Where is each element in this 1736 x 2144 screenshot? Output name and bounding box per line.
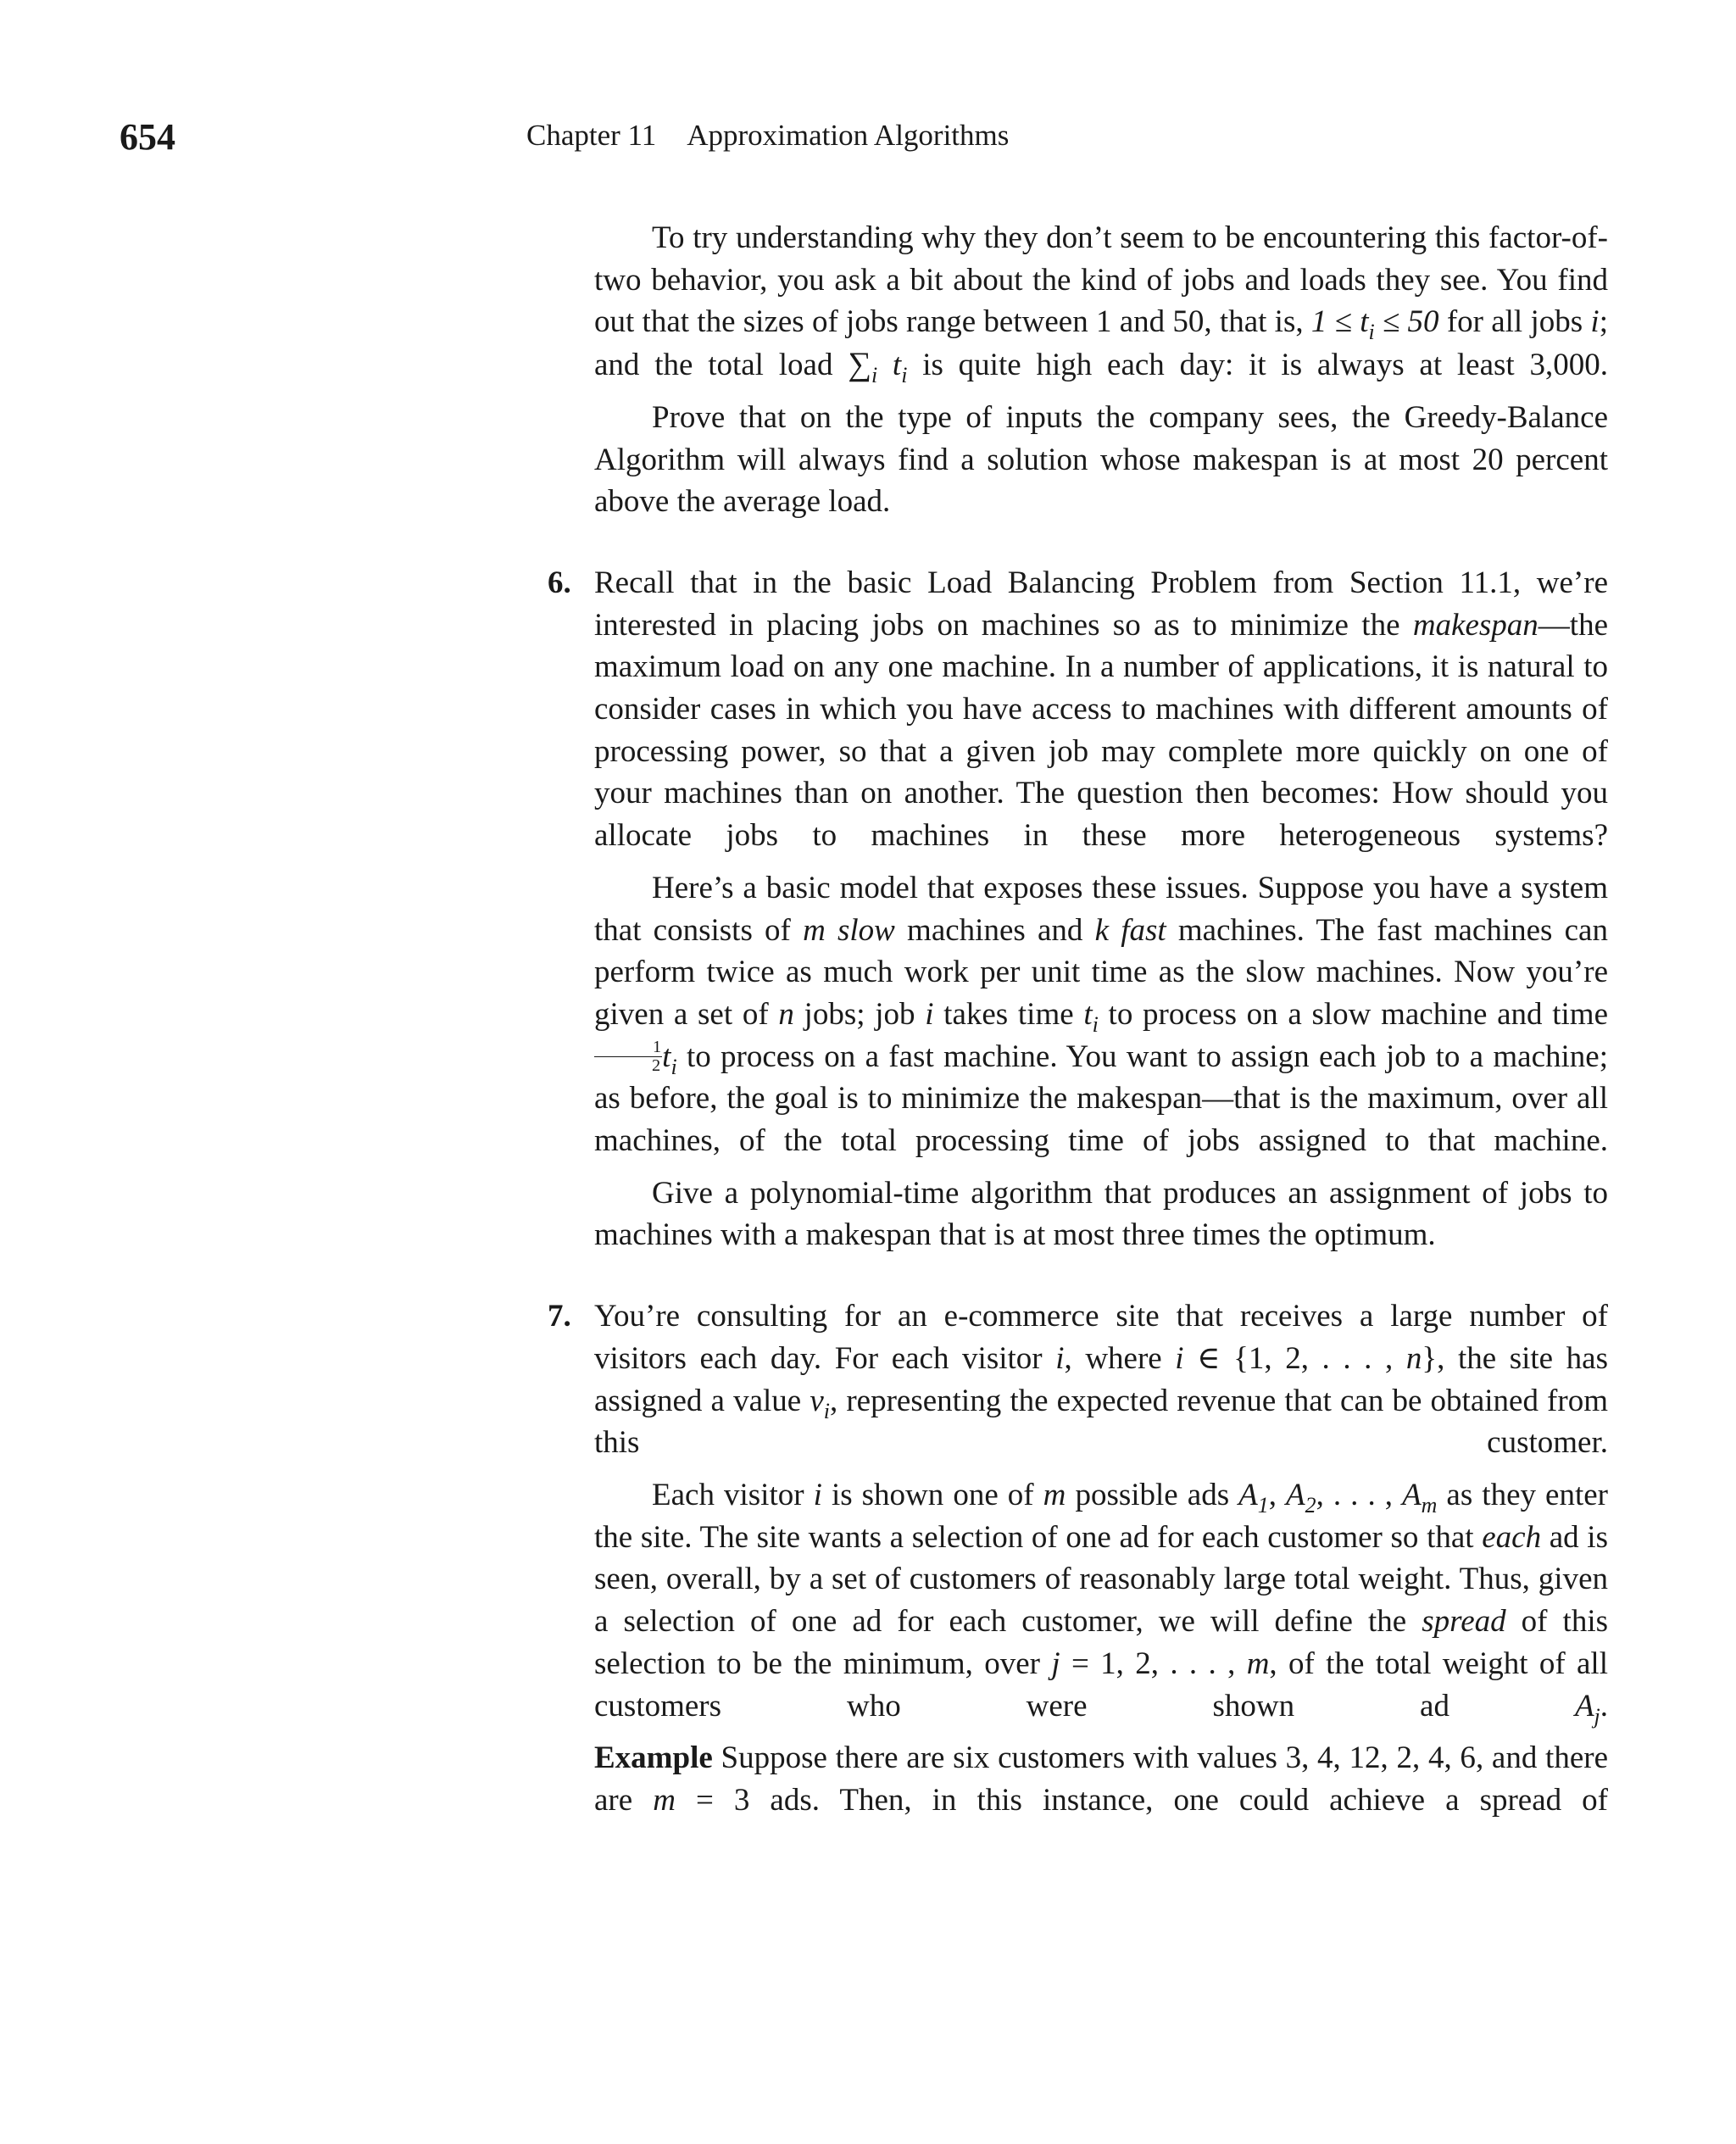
- problem-7: [548, 1295, 1609, 1821]
- problem-6-paragraph-1: Recall that in the basic Load Balancing Problem from Section 11.1, we’re interested in placing jobs on machines so as to minimize the makespan—the maximum load on any one machine. In a number of applications, it is natural to consider cases in which you have access to machines with different amounts of processing power, so that a given job may complete more quickly on one of your machines than on another. The question then becomes: How should you allocate jobs to machines in these more heterogeneous systems?: [594, 565, 1608, 854]
- problem-6-number: 6.: [548, 565, 571, 600]
- problem-6-paragraph-3: Give a polynomial-time algorithm that produces an assignment of jobs to machines with a makespan that is at most three times the optimum.: [594, 1175, 1608, 1253]
- chapter-title: Approximation Algorithms: [687, 119, 1010, 152]
- page-number: 654: [120, 116, 175, 158]
- chapter-label: Chapter 11: [526, 119, 657, 152]
- running-head: [526, 119, 1009, 153]
- problem-7-example: Example Suppose there are six customers with values 3, 4, 12, 2, 4, 6, and there are m = 3 ads. Then, in this instance, one could achieve a spread of: [594, 1740, 1608, 1818]
- problem-6-paragraph-2: Here’s a basic model that exposes these issues. Suppose you have a system that consists of m slow machines and k fast machines. The fast machines can perform twice as much work per unit time as the slow machines. Now you’re given a set of n jobs; job i takes time $t_i$ to process on a slow machine and time $\frac{1}{2}$ $t_i$ to process on a fast machine. You want to assign each job to a machine; as before, the goal is to minimize the makespan—that is the maximum, over all machines, of the total processing time of jobs assigned to that machine.: [594, 870, 1609, 1159]
- text-body: [548, 217, 1609, 1822]
- problem-7-paragraph-2: Each visitor i is shown one of m possible ads $A_1$, $A_2$, . . . , $A_m$ as they enter the site. The site wants a selection of one ad for each customer so that each ad is seen, overall, by a set of customers of reasonably large total weight. Thus, given a selection of one ad for each customer, we will define the spread of this selection to be the minimum, over j = 1, 2, . . . , m, of the total weight of all customers who were shown ad $A_j$.: [594, 1477, 1609, 1729]
- problem-6: [548, 562, 1609, 1256]
- intro-paragraph-2: Prove that on the type of inputs the company sees, the Greedy-Balance Algorithm will always find a solution whose makespan is at most 20 percent above the average load.: [594, 399, 1608, 520]
- intro-paragraph-1: To try understanding why they don’t seem to be encountering this factor-of-two behavior, you ask a bit about the kind of jobs and loads they see. You find out that the sizes of jobs range between 1 and 50, that is, $1 \le t_i \le 50$ for all jobs i; and the total load $\sum_i$ $t_i$ is quite high each day: it is always at least 3,000.: [594, 220, 1608, 388]
- problem-7-paragraph-1: You’re consulting for an e-commerce site that receives a large number of visitors each day. For each visitor i, where i ∈ {1, 2, . . . , n}, the site has assigned a value $v_i$, representing the expected revenue that can be obtained from this customer.: [594, 1299, 1608, 1461]
- problem-7-number: 7.: [548, 1299, 571, 1334]
